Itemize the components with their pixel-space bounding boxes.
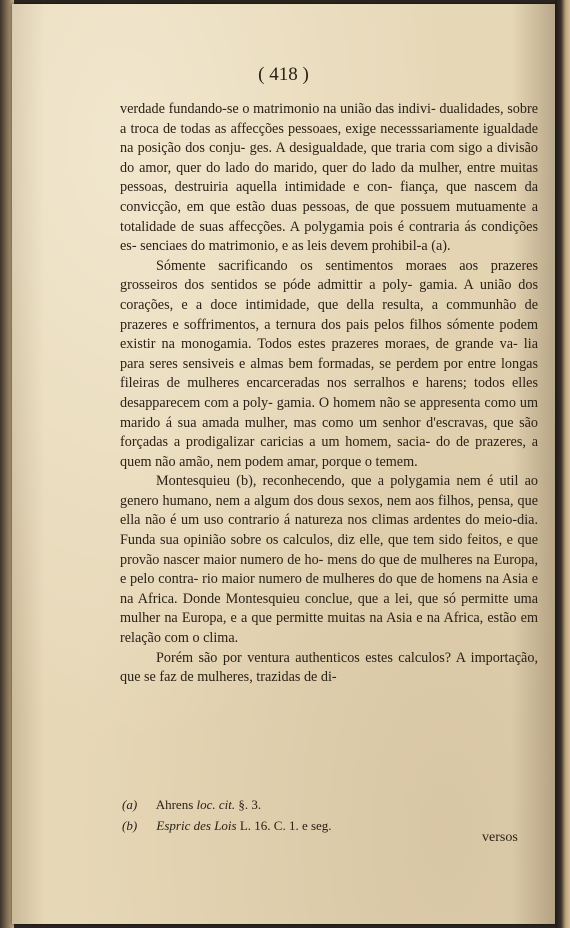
footnote-mark: (b) xyxy=(122,818,138,833)
footnote-a xyxy=(122,794,542,815)
paragraph: Porém são por ventura authenticos estes calculos? A importação, que se faz de mulheres, trazidas de di- xyxy=(120,649,538,686)
page-number: ( 418 ) xyxy=(258,64,309,85)
footnote-b xyxy=(122,815,542,836)
footnote-rest: §. 3. xyxy=(238,797,262,812)
footnote-author: Ahrens xyxy=(155,797,194,812)
paragraph: Sómente sacrificando os sentimentos moraes aos prazeres grosseiros dos sentidos se póde admittir a poly- gamia. A união dos corações, e a doce intimidade, que della resulta, a communhão de prazeres e soffrimentos, a ternura dos pais pelos filhos sómente podem existir na monogamia. Todos estes prazeres moraes, de grande va- lia para seres sensiveis e almas bem formadas, se perdem por entre longas fileiras de mulheres encarceradas nos serralhos e harens; todos elles desapparecem com a poly- gamia. O homem não se appresenta como um marido á sua amada mulher, mas como um senhor d'escravas, que são forçadas a prodigalizar caricias a um homem, sacia- do de prazeres, a quem não amão, nem podem amar, porque o temem. xyxy=(120,257,538,470)
footnote-ref: Espric des Lois xyxy=(156,818,237,833)
catchword: versos xyxy=(482,830,518,845)
paragraph: verdade fundando-se o matrimonio na união das indivi- dualidades, sobre a troca de todas as affecções pessoaes, exige necesssariamente igualdade na posição dos conju- ges. A desigualdade, que traria com sigo a divisão do amor, quer do lado do marido, quer do lado da mulher, entre muitas pessoas, destruiria aquella intimidade e con- fiança, que nascem da convicção, em que estão duas pessoas, de que possuem mutuamente a totalidade de suas affecções. A polygamia pois é contraria ás condições es- senciaes do matrimonio, e as leis devem prohibil-a (a). xyxy=(120,101,538,255)
book-page xyxy=(12,4,555,924)
paragraph: Montesquieu (b), reconhecendo, que a polygamia nem é util ao genero humano, nem a algum dos dous sexos, nem aos filhos, pensa, que ella não é um uso contrario á natureza nos climas ardentes do meio-dia. Funda sua opinião sobre os calculos, diz elle, que tem sido feitos, e que provão nascer maior numero de ho- mens do que de mulheres na Europa, e pelo contra- rio maior numero de mulheres do que de homens na Asia e na Africa. Donde Montesquieu conclue, que a lei, que só permitte uma mulher na Europa, e a que permitte muitas na Asia e na Africa, estão em relação com o clima. xyxy=(120,473,538,647)
footnote-ref: loc. cit. xyxy=(196,797,236,812)
right-page-edge xyxy=(555,0,570,928)
footnotes xyxy=(122,794,542,836)
main-text xyxy=(120,100,538,688)
footnote-rest: L. 16. C. 1. e seg. xyxy=(239,818,332,833)
footnote-mark: (a) xyxy=(122,797,138,812)
